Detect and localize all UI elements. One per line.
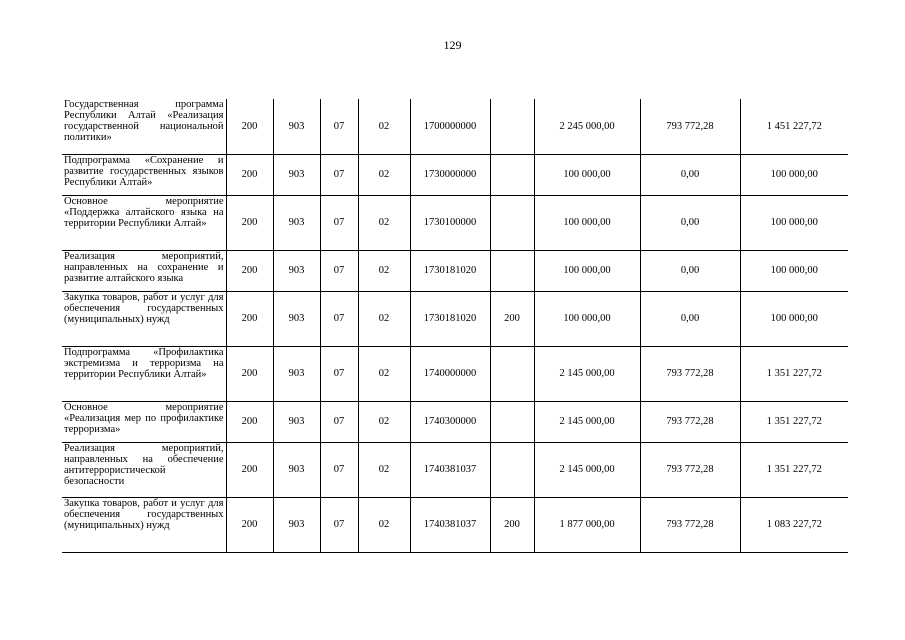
- row-ved-cell: 903: [273, 154, 320, 195]
- row-csr-cell: 1740000000: [410, 346, 490, 401]
- row-rest-cell: 1 083 227,72: [740, 497, 848, 552]
- row-exec-cell: 0,00: [640, 291, 740, 346]
- row-ved-cell: 903: [273, 291, 320, 346]
- row-grbs-cell: 200: [226, 346, 273, 401]
- row-rest-cell: 100 000,00: [740, 195, 848, 250]
- row-name-cell: Основное мероприятие «Реализация мер по профилактике терроризма»: [62, 401, 226, 442]
- row-rz-cell: 07: [320, 154, 358, 195]
- row-pr-cell: 02: [358, 195, 410, 250]
- table-row: [62, 442, 848, 497]
- row-csr-cell: 1730000000: [410, 154, 490, 195]
- row-rest-cell: 1 351 227,72: [740, 442, 848, 497]
- row-name-cell: Реализация мероприятий, направленных на сохранение и развитие алтайского языка: [62, 250, 226, 291]
- table-row: [62, 401, 848, 442]
- row-pr-cell: 02: [358, 291, 410, 346]
- row-rest-cell: 100 000,00: [740, 291, 848, 346]
- row-vr-cell: [490, 195, 534, 250]
- row-plan-cell: 1 877 000,00: [534, 497, 640, 552]
- row-plan-cell: 2 145 000,00: [534, 346, 640, 401]
- row-exec-cell: 0,00: [640, 154, 740, 195]
- row-rz-cell: 07: [320, 401, 358, 442]
- table-row: [62, 250, 848, 291]
- row-plan-cell: 2 245 000,00: [534, 99, 640, 154]
- row-rest-cell: 1 351 227,72: [740, 401, 848, 442]
- table-row: [62, 154, 848, 195]
- table-row: [62, 497, 848, 552]
- row-rest-cell: 100 000,00: [740, 154, 848, 195]
- row-exec-cell: 793 772,28: [640, 442, 740, 497]
- row-csr-cell: 1740300000: [410, 401, 490, 442]
- row-vr-cell: [490, 250, 534, 291]
- row-name-cell: Государственная программа Республики Алтай «Реализация государственной национальной политики»: [62, 99, 226, 154]
- row-vr-cell: [490, 442, 534, 497]
- row-plan-cell: 100 000,00: [534, 154, 640, 195]
- row-csr-cell: 1730100000: [410, 195, 490, 250]
- row-exec-cell: 793 772,28: [640, 346, 740, 401]
- row-csr-cell: 1740381037: [410, 442, 490, 497]
- row-rz-cell: 07: [320, 99, 358, 154]
- row-plan-cell: 100 000,00: [534, 195, 640, 250]
- budget-table: [62, 99, 848, 553]
- row-exec-cell: 793 772,28: [640, 401, 740, 442]
- row-ved-cell: 903: [273, 442, 320, 497]
- row-ved-cell: 903: [273, 250, 320, 291]
- row-pr-cell: 02: [358, 497, 410, 552]
- row-plan-cell: 100 000,00: [534, 291, 640, 346]
- row-grbs-cell: 200: [226, 401, 273, 442]
- row-rz-cell: 07: [320, 250, 358, 291]
- row-ved-cell: 903: [273, 99, 320, 154]
- row-csr-cell: 1730181020: [410, 250, 490, 291]
- row-name-cell: Закупка товаров, работ и услуг для обеспечения государственных (муниципальных) нужд: [62, 291, 226, 346]
- row-rz-cell: 07: [320, 442, 358, 497]
- row-rz-cell: 07: [320, 195, 358, 250]
- row-exec-cell: 793 772,28: [640, 99, 740, 154]
- row-name-cell: Подпрограмма «Профилактика экстремизма и терроризма на территории Республики Алтай»: [62, 346, 226, 401]
- row-rest-cell: 1 451 227,72: [740, 99, 848, 154]
- table-row: [62, 195, 848, 250]
- table-body: [62, 99, 848, 552]
- row-grbs-cell: 200: [226, 442, 273, 497]
- row-vr-cell: [490, 346, 534, 401]
- page-number: 129: [443, 38, 462, 52]
- row-pr-cell: 02: [358, 401, 410, 442]
- row-grbs-cell: 200: [226, 154, 273, 195]
- row-grbs-cell: 200: [226, 99, 273, 154]
- row-ved-cell: 903: [273, 346, 320, 401]
- row-ved-cell: 903: [273, 401, 320, 442]
- row-exec-cell: 0,00: [640, 250, 740, 291]
- row-name-cell: Основное мероприятие «Поддержка алтайского языка на территории Республики Алтай»: [62, 195, 226, 250]
- row-csr-cell: 1730181020: [410, 291, 490, 346]
- row-name-cell: Подпрограмма «Сохранение и развитие государственных языков Республики Алтай»: [62, 154, 226, 195]
- row-rz-cell: 07: [320, 346, 358, 401]
- table-row: [62, 346, 848, 401]
- row-name-cell: Закупка товаров, работ и услуг для обеспечения государственных (муниципальных) нужд: [62, 497, 226, 552]
- row-pr-cell: 02: [358, 99, 410, 154]
- row-vr-cell: 200: [490, 291, 534, 346]
- row-vr-cell: [490, 401, 534, 442]
- row-exec-cell: 0,00: [640, 195, 740, 250]
- row-pr-cell: 02: [358, 346, 410, 401]
- row-grbs-cell: 200: [226, 497, 273, 552]
- row-pr-cell: 02: [358, 442, 410, 497]
- table-row: [62, 99, 848, 154]
- row-vr-cell: [490, 154, 534, 195]
- row-pr-cell: 02: [358, 154, 410, 195]
- row-plan-cell: 2 145 000,00: [534, 401, 640, 442]
- row-exec-cell: 793 772,28: [640, 497, 740, 552]
- row-grbs-cell: 200: [226, 291, 273, 346]
- row-name-cell: Реализация мероприятий, направленных на обеспечение антитеррористической безопасности: [62, 442, 226, 497]
- row-ved-cell: 903: [273, 195, 320, 250]
- row-grbs-cell: 200: [226, 195, 273, 250]
- row-plan-cell: 2 145 000,00: [534, 442, 640, 497]
- row-rest-cell: 1 351 227,72: [740, 346, 848, 401]
- row-rz-cell: 07: [320, 497, 358, 552]
- row-pr-cell: 02: [358, 250, 410, 291]
- row-rz-cell: 07: [320, 291, 358, 346]
- row-grbs-cell: 200: [226, 250, 273, 291]
- table-row: [62, 291, 848, 346]
- row-vr-cell: 200: [490, 497, 534, 552]
- row-ved-cell: 903: [273, 497, 320, 552]
- row-vr-cell: [490, 99, 534, 154]
- row-csr-cell: 1700000000: [410, 99, 490, 154]
- row-rest-cell: 100 000,00: [740, 250, 848, 291]
- row-plan-cell: 100 000,00: [534, 250, 640, 291]
- row-csr-cell: 1740381037: [410, 497, 490, 552]
